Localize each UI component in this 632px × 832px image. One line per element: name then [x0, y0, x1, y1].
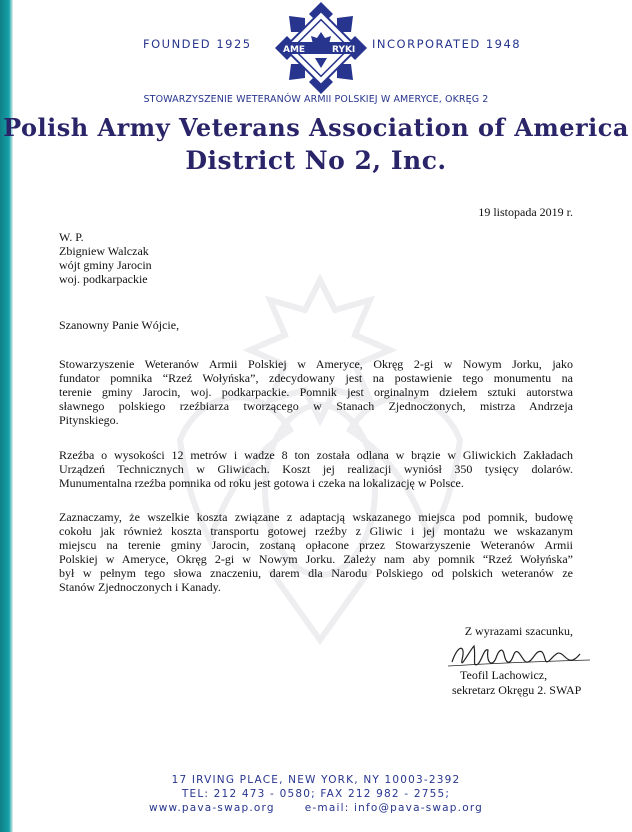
paragraph-line: miejscu na terenie gminy Jarocin, zostaną opłacone przez Stowarzyszenie Weteranów Armii	[59, 538, 573, 552]
paragraph-line: terenie gminy Jarocin, woj. podkarpackie. Pomnik jest orginalnym dziełem sztuki autorstwa	[59, 385, 573, 399]
recipient-line: W. P.	[59, 230, 84, 244]
seal-text-left: AME	[283, 45, 306, 55]
footer-phones: TEL: 212 473 - 0580; FAX 212 982 - 2755;	[181, 788, 451, 800]
paragraph-line: Zaznaczamy, że wszelkie koszta związane z adaptacją wskazanego miejsca pod pomnik, budowę	[59, 510, 573, 524]
recipient-block	[59, 230, 152, 286]
recipient-line: Zbigniew Walczak	[59, 244, 149, 258]
paragraph-line: Munumentalna rzeźba pomnika od roku jest gotowa i czeka na lokalizację w Polsce.	[59, 476, 464, 490]
paragraph-line: Rzeźba o wysokości 12 metrów i wadze 8 ton została odlana w brązie w Gliwickich Zakładach	[59, 448, 573, 462]
paragraph-line: Urządzeń Technicznych w Gliwicach. Koszt jej realizacji wyniósł 350 tysięcy dolarów.	[59, 462, 573, 476]
recipient-line: woj. podkarpackie	[59, 272, 148, 286]
footer-contact	[0, 802, 632, 814]
association-name-english-line2: District No 2, Inc.	[185, 146, 447, 175]
paragraph-line: Pitynskiego.	[59, 413, 119, 427]
salutation: Szanowny Panie Wójcie,	[59, 318, 180, 332]
seal-text-right: RYKI	[332, 45, 356, 55]
footer-address: 17 IRVING PLACE, NEW YORK, NY 10003-2392	[171, 774, 461, 786]
paragraph-3	[59, 510, 573, 594]
letter-date: 19 listopada 2019 r.	[478, 205, 573, 219]
signer-name: Teofil Lachowicz,	[460, 668, 548, 682]
founded-year: FOUNDED 1925	[143, 37, 252, 51]
paragraph-line: Stanów Zjednoczonych i Kanady.	[59, 580, 221, 594]
association-name-polish: STOWARZYSZENIE WETERANÓW ARMII POLSKIEJ W AMERYCE, OKRĘG 2	[143, 94, 489, 105]
association-seal-icon	[275, 2, 367, 94]
paragraph-2	[59, 448, 573, 490]
paragraph-1	[59, 357, 573, 427]
incorporated-year: INCORPORATED 1948	[372, 37, 522, 51]
association-name-english-line1: Polish Army Veterans Association of America	[3, 113, 629, 142]
paragraph-line: Polskiej w Ameryce, Okręg 2-gi w Nowym Jorku. Zależy nam aby pomnik “Rzeź Wołyńska”	[59, 552, 573, 566]
website-link[interactable]: www.pava-swap.org	[148, 802, 275, 814]
email-link[interactable]: e-mail: info@pava-swap.org	[304, 802, 484, 814]
paragraph-line: Stowarzyszenie Weteranów Armii Polskiej w Ameryce, Okręg 2-gi w Nowym Jorku, jako	[59, 357, 573, 371]
paragraph-line: sławnego polskiego rzeźbiarza tworzącego w Stanach Zjednoczonych, mistrza Andrzeja	[59, 399, 573, 413]
paragraph-line: fundator pomnika “Rzeź Wołyńska”, zdecydowany jest na postawienie tego monumentu na	[59, 371, 573, 385]
paragraph-line: był w pełnym tego słowa znaczeniu, darem dla Narodu Polskiego od polskich weteranów ze	[59, 566, 573, 580]
closing-phrase: Z wyrazami szacunku,	[464, 624, 573, 638]
recipient-line: wójt gminy Jarocin	[59, 258, 152, 272]
signer-role: sekretarz Okręgu 2. SWAP	[452, 683, 582, 697]
paragraph-line: cokołu jak również koszta transportu gotowej rzeźby z Gliwic i jej montażu we wskazanym	[59, 524, 573, 538]
